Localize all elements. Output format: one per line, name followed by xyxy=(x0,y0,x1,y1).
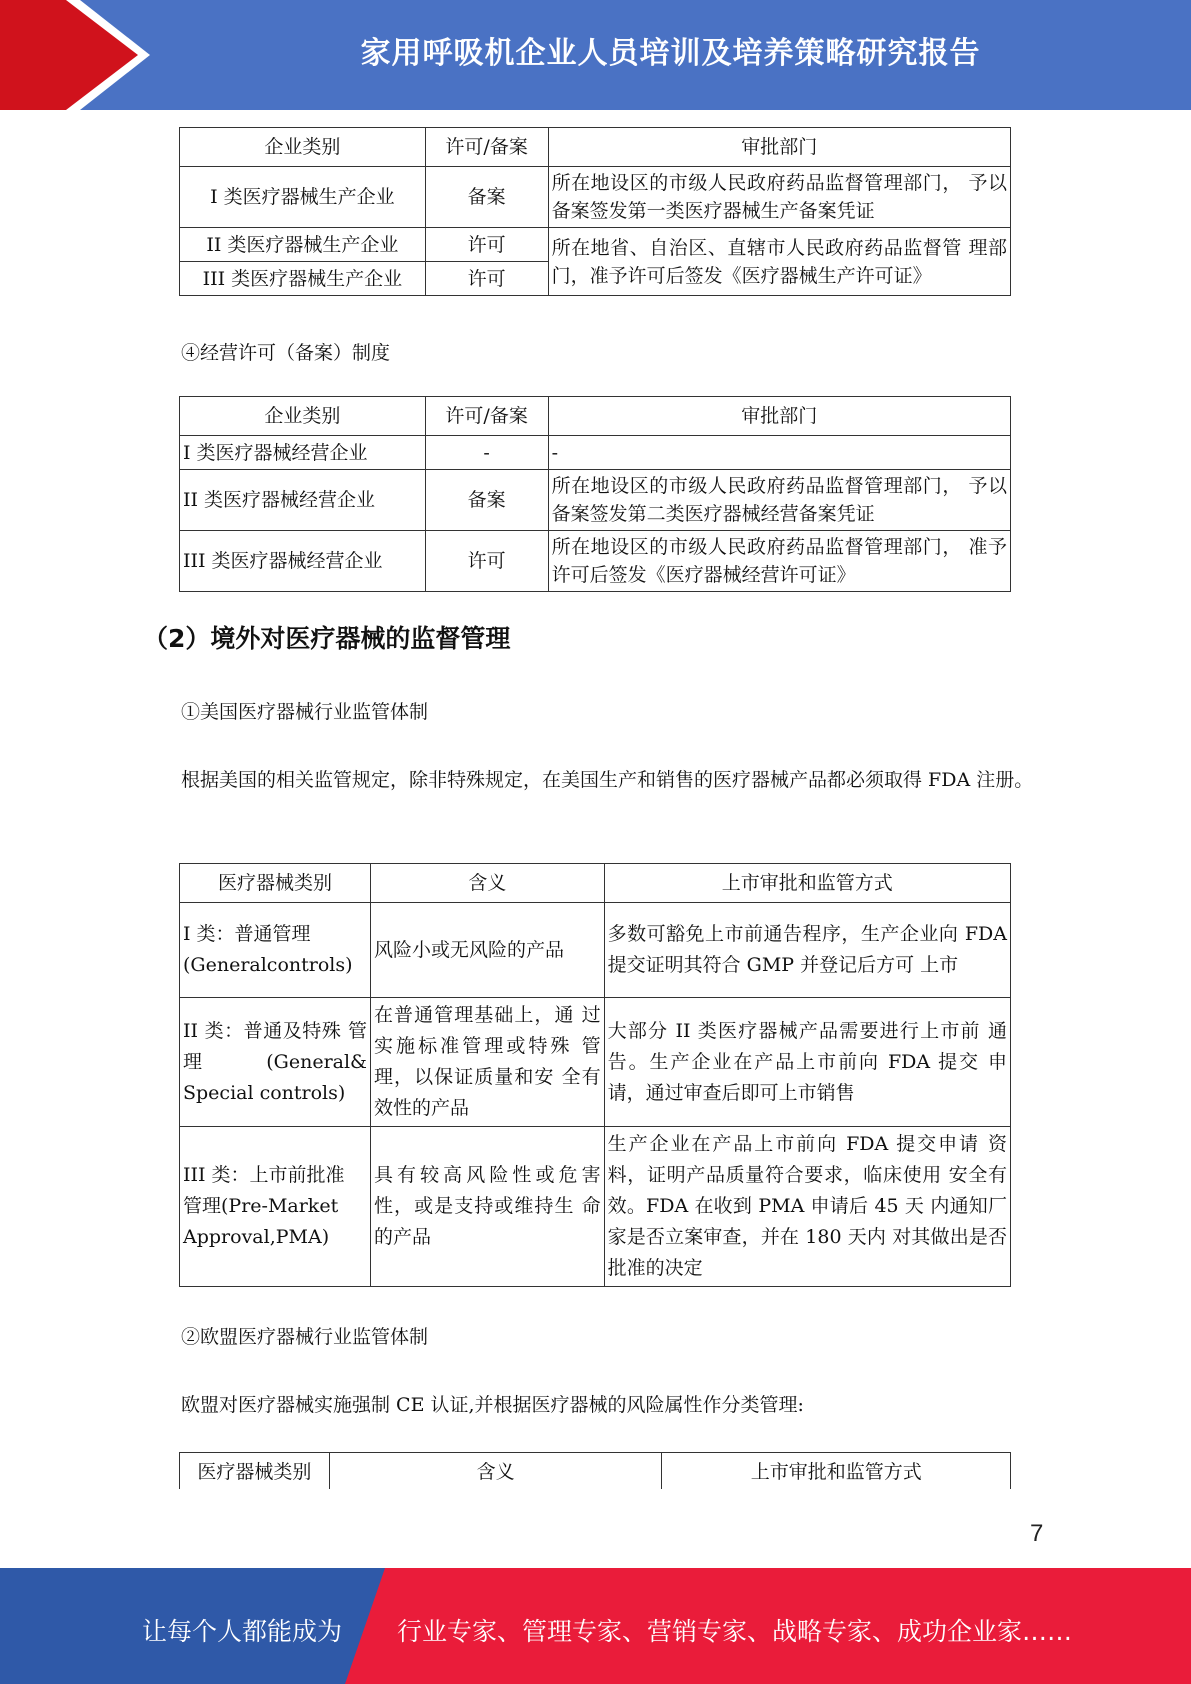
table-header-cell: 医疗器械类别 xyxy=(180,1453,330,1490)
table-header-row xyxy=(180,1453,1011,1490)
table-cell-category: III 类医疗器械生产企业 xyxy=(180,262,426,296)
us-regulation-heading: ①美国医疗器械行业监管体制 xyxy=(181,701,429,723)
header-arrow-icon xyxy=(0,0,138,110)
table-header-cell: 上市审批和监管方式 xyxy=(662,1453,1011,1490)
table-header-cell: 含义 xyxy=(329,1453,662,1490)
table-row xyxy=(180,167,1011,228)
section-heading: （2）境外对医疗器械的监督管理 xyxy=(143,624,511,653)
table-cell-dept: 所在地设区的市级人民政府药品监督管理部门， 予以备案签发第一类医疗器械生产备案凭证 xyxy=(548,167,1010,228)
table-header-cell: 企业类别 xyxy=(180,397,426,436)
table-cell-category: I 类医疗器械经营企业 xyxy=(180,436,426,470)
table-row xyxy=(180,903,1011,998)
table-header-cell: 许可/备案 xyxy=(425,128,548,167)
table-header-cell: 医疗器械类别 xyxy=(180,864,371,903)
page-header xyxy=(0,0,1191,110)
table-cell-type: 许可 xyxy=(425,531,548,592)
table-cell-dept: - xyxy=(548,436,1010,470)
table-cell-dept: 所在地省、自治区、直辖市人民政府药品监督管 理部门，准予许可后签发《医疗器械生产许可证》 xyxy=(548,228,1010,296)
page-footer xyxy=(0,1568,1191,1684)
table-cell-category: II 类医疗器械生产企业 xyxy=(180,228,426,262)
table-row xyxy=(180,436,1011,470)
us-regulation-paragraph: 根据美国的相关监管规定，除非特殊规定，在美国生产和销售的医疗器械产品都必须取得 FDA 注册。 xyxy=(181,769,1034,791)
table-header-row xyxy=(180,864,1011,903)
table-header-cell: 含义 xyxy=(370,864,604,903)
table-row xyxy=(180,228,1011,262)
table-cell-category: II 类医疗器械经营企业 xyxy=(180,470,426,531)
table-header-cell: 许可/备案 xyxy=(425,397,548,436)
table-cell-category: III 类：上市前批准 管理(Pre-Market Approval,PMA) xyxy=(180,1127,371,1287)
table-cell-approval: 多数可豁免上市前通告程序，生产企业向 FDA 提交证明其符合 GMP 并登记后方可 上市 xyxy=(604,903,1010,998)
table-row xyxy=(180,531,1011,592)
table-header-row xyxy=(180,128,1011,167)
table-cell-approval: 大部分 II 类医疗器械产品需要进行上市前 通告。生产企业在产品上市前向 FDA 提交 申请，通过审查后即可上市销售 xyxy=(604,998,1010,1127)
table-cell-meaning: 在普通管理基础上，通 过实施标准管理或特殊 管理，以保证质量和安 全有效性的产品 xyxy=(370,998,604,1127)
table-cell-type: 许可 xyxy=(425,262,548,296)
table-cell-approval: 生产企业在产品上市前向 FDA 提交申请 资料，证明产品质量符合要求，临床使用 安全有效。FDA 在收到 PMA 申请后 45 天 内通知厂家是否立案审查，并在 180 天内 对其做出是否批准的决定 xyxy=(604,1127,1010,1287)
table-cell-meaning: 具有较高风险性或危害 性，或是支持或维持生 命的产品 xyxy=(370,1127,604,1287)
eu-regulation-heading: ②欧盟医疗器械行业监管体制 xyxy=(181,1326,429,1348)
table-header-row xyxy=(180,397,1011,436)
table-header-cell: 审批部门 xyxy=(548,128,1010,167)
table-row xyxy=(180,470,1011,531)
table-cell-meaning: 风险小或无风险的产品 xyxy=(370,903,604,998)
eu-regulation-paragraph: 欧盟对医疗器械实施强制 CE 认证,并根据医疗器械的风险属性作分类管理: xyxy=(181,1394,804,1416)
table-header-cell: 上市审批和监管方式 xyxy=(604,864,1010,903)
table-header-cell: 企业类别 xyxy=(180,128,426,167)
production-license-table xyxy=(179,127,1011,296)
table-cell-category: I 类医疗器械生产企业 xyxy=(180,167,426,228)
table-row xyxy=(180,1127,1011,1287)
footer-slogan-right: 行业专家、管理专家、营销专家、战略专家、成功企业家…… xyxy=(397,1617,1073,1646)
table-cell-type: - xyxy=(425,436,548,470)
footer-slogan-left: 让每个人都能成为 xyxy=(142,1617,343,1646)
report-title: 家用呼吸机企业人员培训及培养策略研究报告 xyxy=(360,36,981,71)
table-cell-type: 备案 xyxy=(425,470,548,531)
eu-classification-table xyxy=(179,1452,1011,1489)
table-header-cell: 审批部门 xyxy=(548,397,1010,436)
table-cell-dept: 所在地设区的市级人民政府药品监督管理部门， 准予许可后签发《医疗器械经营许可证》 xyxy=(548,531,1010,592)
eu-classification-table-wrap xyxy=(179,1452,1011,1489)
table-cell-category: I 类：普通管理 (Generalcontrols) xyxy=(180,903,371,998)
us-classification-table xyxy=(179,863,1011,1287)
business-license-heading: ④经营许可（备案）制度 xyxy=(181,342,391,364)
table-cell-type: 备案 xyxy=(425,167,548,228)
table-cell-category: III 类医疗器械经营企业 xyxy=(180,531,426,592)
table-cell-type: 许可 xyxy=(425,228,548,262)
table-cell-dept: 所在地设区的市级人民政府药品监督管理部门， 予以备案签发第二类医疗器械经营备案凭证 xyxy=(548,470,1010,531)
table-row xyxy=(180,998,1011,1127)
table-cell-category: II 类：普通及特殊 管理(General& Special controls) xyxy=(180,998,371,1127)
business-license-table xyxy=(179,396,1011,592)
page-number: 7 xyxy=(1030,1520,1044,1547)
